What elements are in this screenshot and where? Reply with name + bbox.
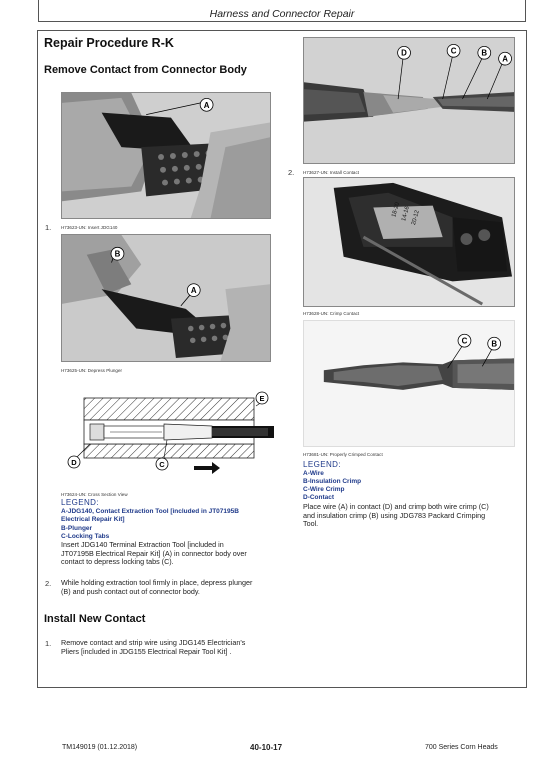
- legend-item-a: A-JDG140, Contact Extraction Tool [included in JT07195B: [61, 508, 239, 515]
- cross-section-diagram: [62, 388, 274, 480]
- page-header: [38, 0, 526, 22]
- callout-a: A: [502, 54, 508, 64]
- callout-d: D: [71, 458, 77, 467]
- callout-b: B: [481, 48, 488, 58]
- callout-d: D: [401, 48, 407, 58]
- callout-c: C: [159, 460, 165, 469]
- legend-item-b: B-Plunger: [61, 525, 93, 532]
- footer-page-number: 40-10-17: [250, 743, 283, 752]
- depress-plunger-instructions: While holding extraction tool firmly in place, depress plunger (B) and push contact out of connector body.: [61, 578, 253, 596]
- depress-caption: H73625-UN: Depress Plunger: [61, 368, 123, 373]
- left-legend-title: LEGEND:: [61, 498, 99, 507]
- procedure-title: Repair Procedure R-K: [44, 36, 174, 50]
- callout-c: C: [450, 46, 457, 56]
- crimped-contact-caption: H73681-UN: Properly Crimped Contact: [303, 452, 383, 457]
- step-1-number: 1.: [45, 223, 52, 232]
- arrow-right-icon: [194, 462, 220, 474]
- crimp-size-label-3: 20-12: [411, 209, 421, 226]
- callout-b: B: [114, 249, 121, 259]
- install-step-1-number: 1.: [45, 639, 52, 648]
- cross-section-caption: H73624-UN: Cross Section View: [61, 492, 128, 497]
- callout-e: E: [259, 394, 265, 403]
- step-2-number: 2.: [45, 579, 52, 588]
- callout-a: A: [203, 100, 210, 110]
- crimp-size-label-2: 14-16: [401, 205, 411, 222]
- legend-item-c: C-Locking Tabs: [61, 533, 110, 540]
- footer-series: 700 Series Corn Heads: [425, 744, 498, 751]
- crimped-contact-photo: [303, 320, 515, 447]
- install-contact-caption: H73627-UN: Install Contact: [303, 170, 360, 175]
- insert-caption: H73623-UN: Insert JDG140: [61, 225, 118, 230]
- install-contact-heading: Install New Contact: [44, 613, 146, 625]
- install-step-2-number: 2.: [288, 168, 295, 177]
- install-contact-photo: [303, 37, 515, 164]
- legend-item-wire: A-Wire: [303, 470, 324, 477]
- strip-wire-instructions: Remove contact and strip wire using JDG145 Electrician's Pliers [included in JDG155 Electrical Repair Tool Kit] .: [61, 638, 246, 656]
- footer-doc-id: TM149019 (01.12.2018): [62, 744, 138, 751]
- legend-item-insulation-crimp: B-Insulation Crimp: [303, 478, 362, 485]
- header-title: Harness and Connector Repair: [209, 8, 355, 20]
- callout-c: C: [461, 336, 468, 346]
- callout-b: B: [491, 339, 498, 349]
- crimp-tool-photo: [303, 177, 515, 307]
- legend-item-wire-crimp: C-Wire Crimp: [303, 486, 345, 493]
- legend-item-a-cont: Electrical Repair Kit]: [61, 516, 125, 523]
- crimp-instructions: Place wire (A) in contact (D) and crimp both wire crimp (C) and insulation crimp (B) using JDG783 Packard Crimping Tool.: [303, 502, 489, 529]
- callout-a: A: [190, 286, 197, 296]
- right-legend-title: LEGEND:: [303, 460, 341, 469]
- legend-item-contact: D-Contact: [303, 494, 335, 501]
- crimp-size-label-1: 18-20: [391, 201, 401, 218]
- insert-tool-instructions: Insert JDG140 Terminal Extraction Tool [included in JT07195B Electrical Repair Kit] (A) in connector body over contact to depress locking tabs (C).: [61, 540, 247, 567]
- insert-tool-photo: [61, 92, 271, 219]
- depress-plunger-photo: [61, 234, 271, 362]
- crimp-contact-caption: H73628-UN: Crimp Contact: [303, 311, 360, 316]
- remove-contact-heading: Remove Contact from Connector Body: [44, 64, 247, 76]
